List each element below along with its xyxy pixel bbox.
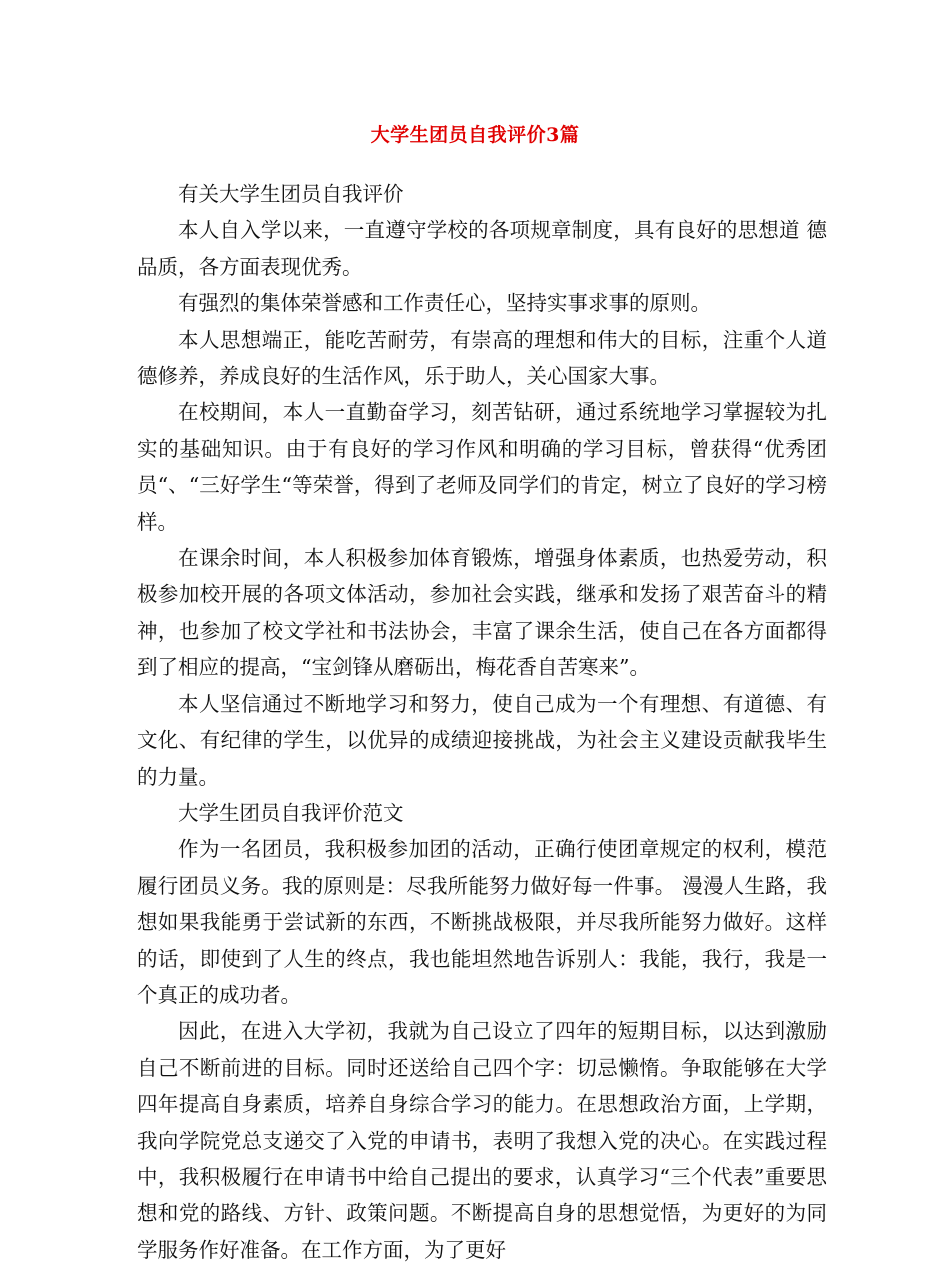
document-body	[137, 176, 827, 1268]
paragraph: 在校期间，本人一直勤奋学习，刻苦钻研，通过系统地学习掌握较为扎实的基础知识。由于有良好的学习作风和明确的学习目标，曾获得“优秀团员“、“三好学生“等荣誉，得到了老师及同学们的肯定，树立了良好的学习榜样。	[137, 400, 827, 534]
section-heading-2: 大学生团员自我评价范文	[178, 800, 404, 825]
paragraph: 在课余时间，本人积极参加体育锻炼，增强身体素质，也热爱劳动，积极参加校开展的各项文体活动，参加社会实践，继承和发扬了艰苦奋斗的精神，也参加了校文学社和书法协会，丰富了课余生活，使自己在各方面都得到了相应的提高，“宝剑锋从磨砺出，梅花香自苦寒来”。	[137, 546, 827, 680]
paragraph: 本人自入学以来，一直遵守学校的各项规章制度，具有良好的思想道 德品质，各方面表现优秀。	[137, 218, 827, 279]
section-heading-1: 有关大学生团员自我评价	[178, 182, 404, 206]
paragraph: 本人坚信通过不断地学习和努力，使自己成为一个有理想、有道德、有文化、有纪律的学生，以优异的成绩迎接挑战，为社会主义建设贡献我毕生的力量。	[137, 691, 827, 789]
paragraph: 本人思想端正，能吃苦耐劳，有崇高的理想和伟大的目标，注重个人道德修养，养成良好的生活作风，乐于助人，关心国家大事。	[137, 327, 827, 389]
paragraph: 因此，在进入大学初，我就为自己设立了四年的短期目标，以达到激励自己不断前进的目标。同时还送给自己四个字：切忌懒惰。争取能够在大学四年提高自身素质，培养自身综合学习的能力。在思想政治方面，上学期，我向学院党总支递交了入党的申请书，表明了我想入党的决心。在实践过程中，我积极履行在申请书中给自己提出的要求，认真学习“三个代表”重要思想和党的路线、方针、政策问题。不断提高自身的思想觉悟，为更好的为同学服务作好准备。在工作方面，为了更好	[137, 1019, 827, 1262]
document-title: 大学生团员自我评价3篇	[370, 124, 580, 146]
paragraph: 作为一名团员，我积极参加团的活动，正确行使团章规定的权利，模范履行团员义务。我的原则是：尽我所能努力做好每一件事。 漫漫人生路，我想如果我能勇于尝试新的东西，不断挑战极限，并尽我所能努力做好。这样的话，即使到了人生的终点，我也能坦然地告诉别人：我能，我行，我是一个真正的成功者。	[137, 837, 827, 1007]
paragraph: 有强烈的集体荣誉感和工作责任心，坚持实事求事的原则。	[178, 291, 711, 316]
